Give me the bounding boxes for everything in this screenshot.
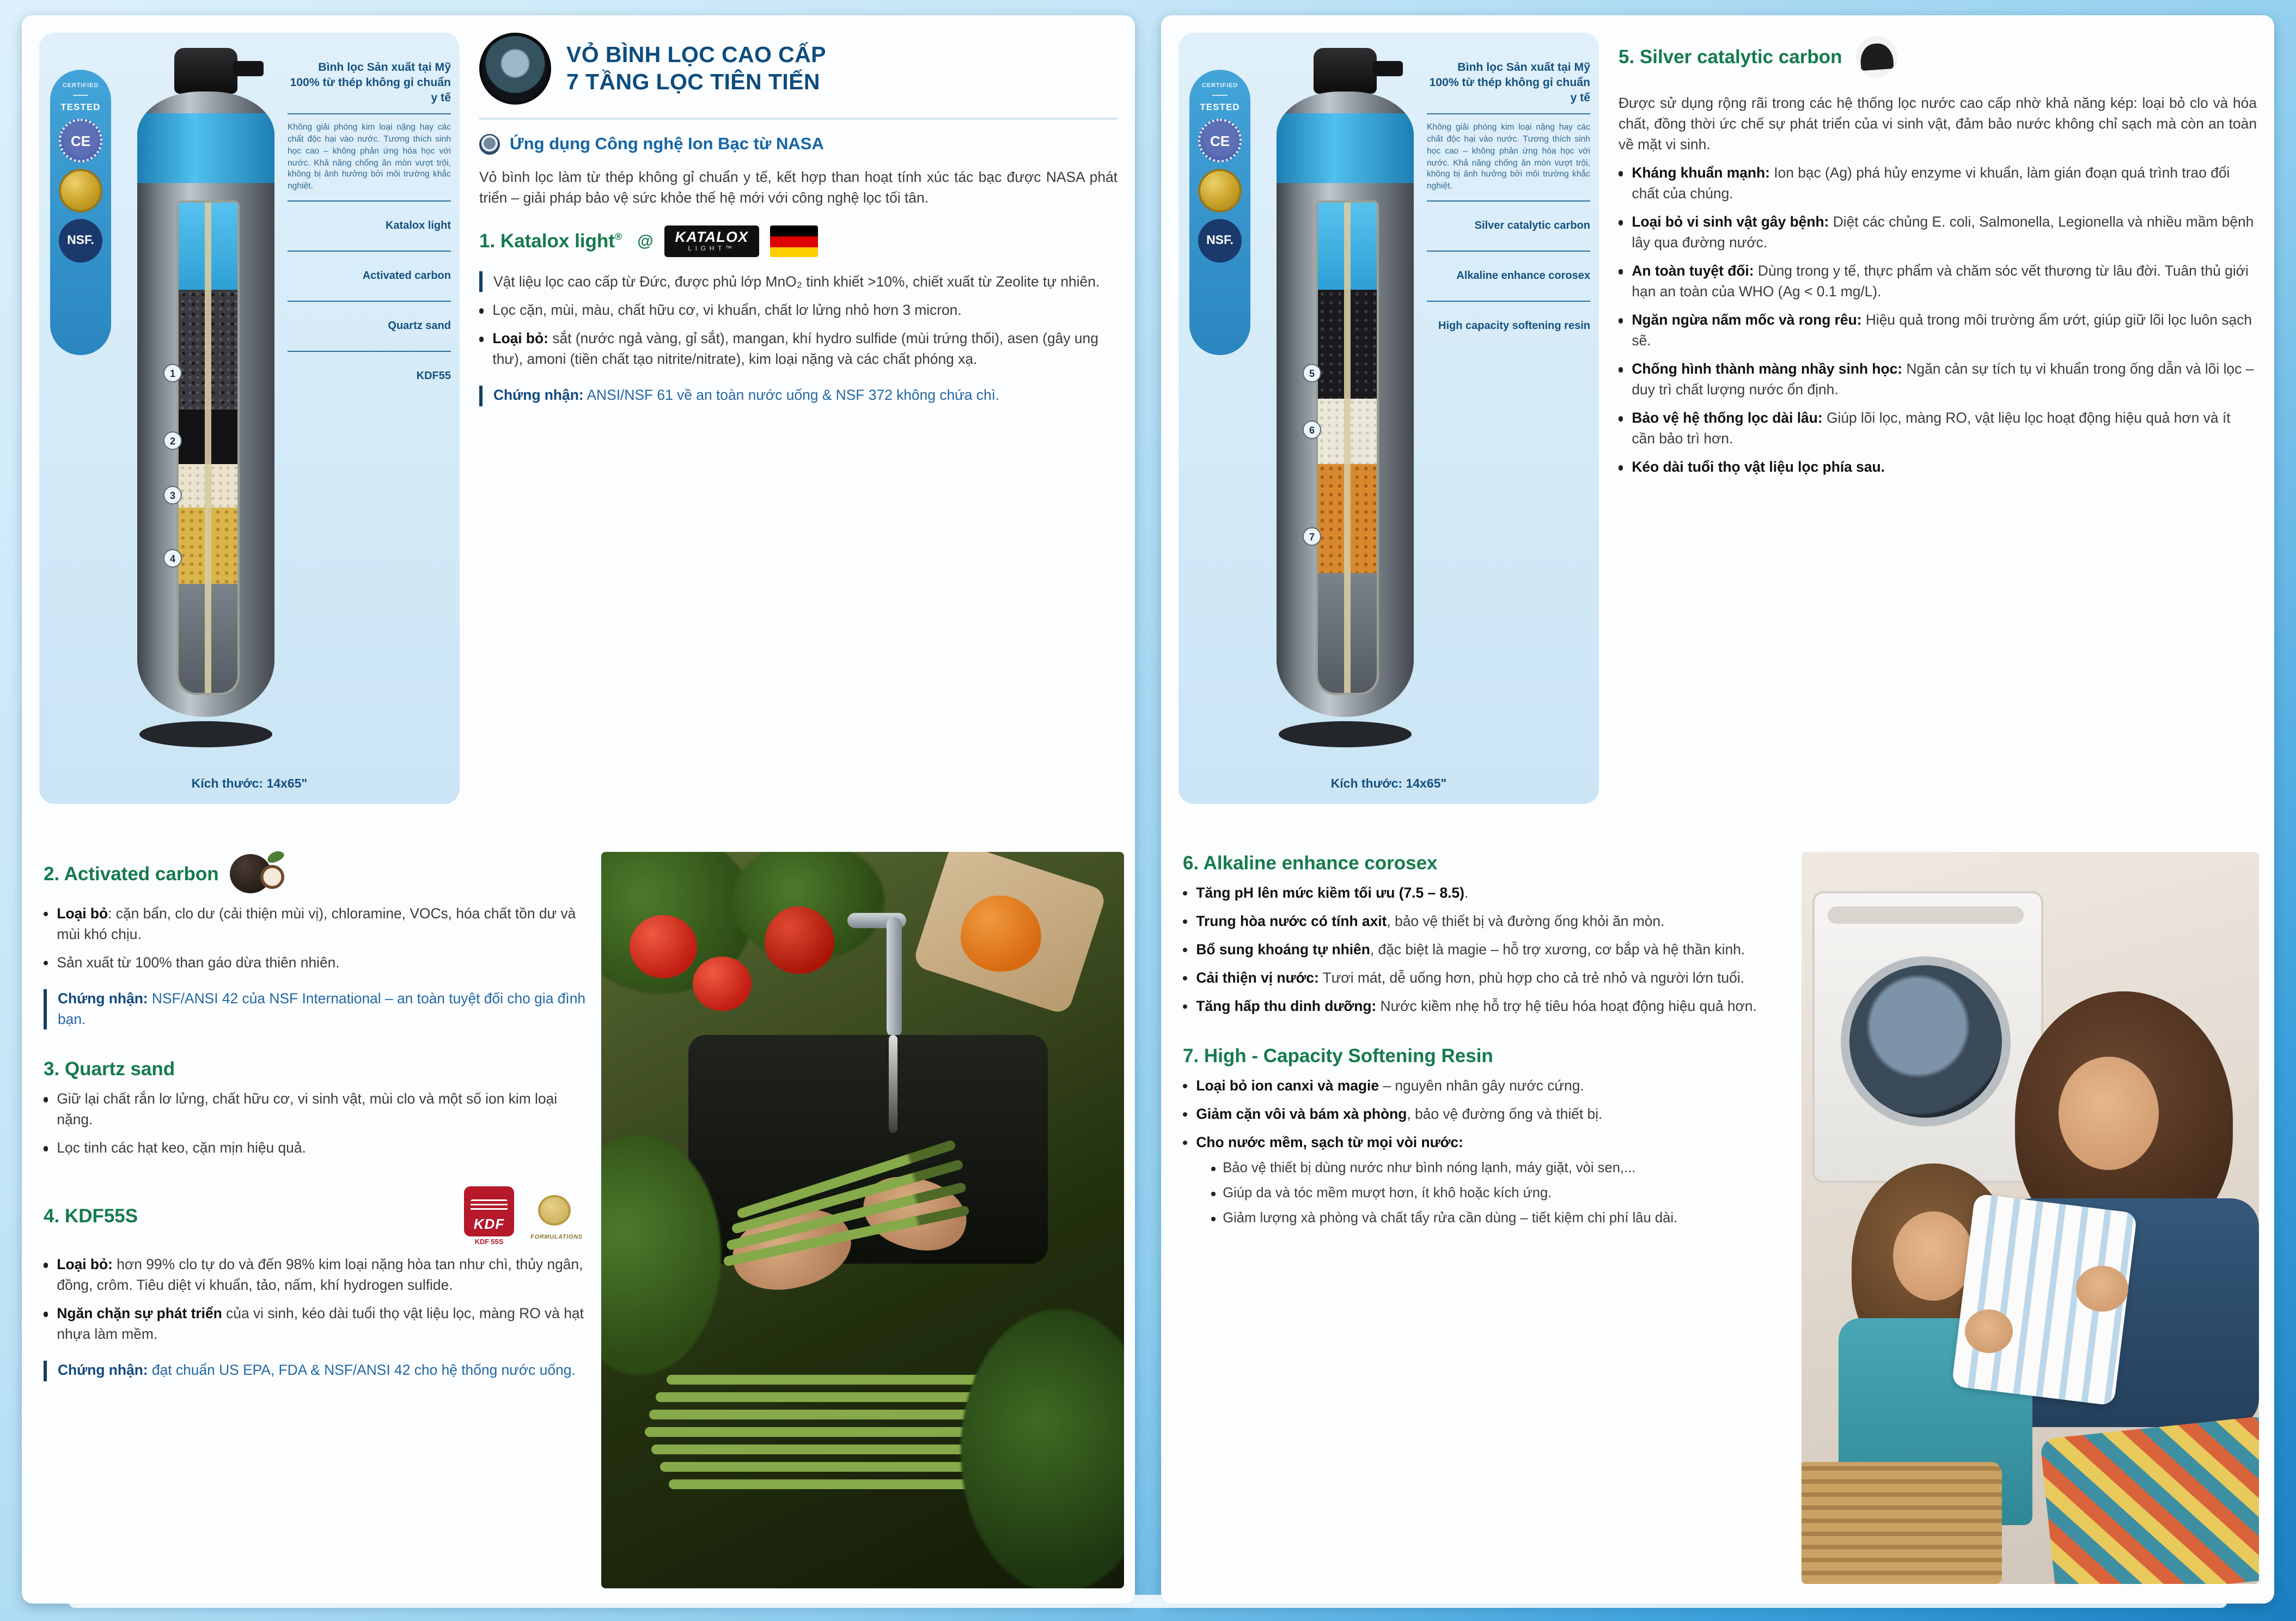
list-item: Giữ lại chất rắn lơ lửng, chất hữu cơ, vi sinh vật, mùi clo và một số ion kim loại nặng. — [44, 1089, 586, 1130]
list-item: Loại bỏ ion canxi và magie – nguyên nhân gây nước cứng. — [1183, 1075, 1808, 1096]
section1-certification: Chứng nhận: ANSI/NSF 61 về an toàn nước uống & NSF 372 không chứa chì. — [479, 386, 1118, 406]
list-item: Bảo vệ thiết bị dùng nước như bình nóng lạnh, máy giặt, vòi sen,... — [1211, 1158, 1808, 1178]
nsf-badge-icon: NSF. — [59, 219, 102, 263]
list-item: Cho nước mềm, sạch từ mọi vòi nước: — [1183, 1132, 1808, 1153]
label-line — [1427, 301, 1590, 302]
katalox-logo-subtext: LIGHT™ — [688, 245, 736, 253]
list-item: Giảm cặn vôi và bám xà phòng, bảo vệ đường ống và thiết bị. — [1183, 1104, 1808, 1124]
tank-body — [137, 92, 274, 717]
left-bottom-sections — [44, 852, 586, 1381]
tank-valve — [233, 61, 264, 76]
title-line2: 7 TẦNG LỌC TIÊN TIẾN — [566, 70, 820, 95]
section6-heading: 6. Alkaline enhance corosex — [1183, 852, 1438, 874]
label-line — [1427, 114, 1590, 115]
tank-label: Silver catalytic carbon — [1474, 220, 1590, 232]
section7-bullets — [1183, 1075, 1808, 1228]
washer-door — [1841, 956, 2011, 1126]
layer-number-chip: 4 — [163, 549, 182, 568]
tank-cap — [1314, 48, 1377, 94]
tomato — [693, 956, 752, 1011]
section3-bullets — [44, 1089, 586, 1159]
certified-label: CERTIFIED — [62, 83, 99, 89]
greens — [961, 1309, 1124, 1588]
tank-title: Bình lọc Sản xuất tại Mỹ 100% từ thép không gỉ chuẩn y tế — [290, 61, 451, 105]
label-line — [1427, 251, 1590, 252]
section5-bullets — [1619, 163, 2257, 478]
section6-heading-row — [1183, 852, 1808, 875]
left-tank-labels — [288, 61, 451, 401]
layer-number-chip: 2 — [163, 431, 182, 450]
list-item: Tăng hấp thu dinh dưỡng: Nước kiềm nhẹ hỗ trợ hệ tiêu hóa hoạt động hiệu quả hơn. — [1183, 996, 1808, 1016]
list-item: Bổ sung khoáng tự nhiên, đặc biệt là magie – hỗ trợ xương, cơ bắp và hệ thần kinh. — [1183, 939, 1808, 960]
mother-face — [2059, 1057, 2159, 1170]
nasa-heading-text: Ứng dụng Công nghệ Ion Bạc từ NASA — [510, 135, 824, 153]
list-item: An toàn tuyệt đối: Dùng trong y tế, thực phẩm và chăm sóc vết thương từ lâu đời. Tuân thủ giới hạn an toàn của WHO (Ag < 0.1 mg/L). — [1619, 261, 2257, 302]
coconut-charcoal-icon — [230, 852, 286, 895]
washer-panel — [1828, 906, 2024, 924]
section2-bullets — [44, 903, 586, 973]
list-item: Loại bỏ vi sinh vật gây bệnh: Diệt các chủng E. coli, Salmonella, Legionella và nhiều mầm bệnh lây qua đường nước. — [1619, 212, 2257, 253]
riser-tube — [205, 203, 211, 693]
tank-label: Quartz sand — [388, 320, 451, 332]
list-item: Ngăn ngừa nấm mốc và rong rêu: Hiệu quả trong môi trường ẩm ướt, giúp giữ lõi lọc luôn sạch sẽ. — [1619, 310, 2257, 351]
label-line — [1427, 200, 1590, 202]
section4-bullets — [44, 1254, 586, 1345]
certified-label: CERTIFIED — [1201, 83, 1238, 89]
tank-size-label: Kích thước: 14x65" — [191, 778, 308, 791]
tank-description: Không giải phóng kim loại nặng hay các chất độc hại vào nước. Tương thích sinh học cao – không phản ứng hóa học với nước. Khả năng chống ăn mòn vượt trội, không bị ảnh hưởng bởi môi trường khắc nghiệt. — [1427, 122, 1590, 191]
carbon-granule-icon — [1853, 33, 1901, 81]
list-item: Kháng khuẩn mạnh: Ion bạc (Ag) phá hủy enzyme vi khuẩn, làm gián đoạn quá trình trao đổi chất của chúng. — [1619, 163, 2257, 204]
section5-intro: Được sử dụng rộng rãi trong các hệ thống lọc nước cao cấp nhờ khả năng kép: loại bỏ clo và hóa chất, đồng thời ức chế sự phát triển của vi sinh vật, đảm bảo nước không chỉ sạch mà còn an toàn về mặt vi sinh. — [1619, 95, 2257, 153]
riser-tube — [1344, 203, 1351, 693]
section7-heading: 7. High - Capacity Softening Resin — [1183, 1045, 1493, 1067]
tank-body — [1277, 92, 1414, 717]
tank-label: Alkaline enhance corosex — [1456, 270, 1590, 282]
katalox-logo-text: KATALOX — [675, 229, 749, 246]
filter-tank-illustration-left — [124, 39, 288, 749]
tank-blue-band — [137, 113, 274, 183]
list-item: Loại bỏ: sắt (nước ngả vàng, gỉ sắt), mangan, khí hydro sulfide (mùi trứng thối), asen (gây ung thư), amoni (tiền chất tạo nitrite/nitrate), kim loại nặng và các chất phóng xạ. — [479, 328, 1118, 370]
list-item: Tăng pH lên mức kiềm tối ưu (7.5 – 8.5). — [1183, 882, 1808, 903]
tested-label: TESTED — [60, 101, 101, 112]
tested-label: TESTED — [1200, 101, 1240, 112]
katalox-light-logo — [664, 226, 760, 257]
left-info-column — [479, 33, 1118, 406]
section5-heading: 5. Silver catalytic carbon — [1619, 45, 1842, 67]
section4-certification: Chứng nhận: đạt chuẩn US EPA, FDA & NSF/ANSI 42 cho hệ thống nước uống. — [44, 1361, 586, 1381]
list-item: Ngăn chặn sự phát triển của vi sinh, kéo dài tuổi thọ vật liệu lọc, màng RO và hạt nhựa làm mềm. — [44, 1303, 586, 1345]
section1-bullets — [479, 300, 1118, 370]
section2-certification: Chứng nhận: NSF/ANSI 42 của NSF International – an toàn tuyệt đối cho gia đình bạn. — [44, 989, 586, 1030]
section6-bullets — [1183, 882, 1808, 1016]
section7-heading-row — [1183, 1045, 1808, 1068]
layer-number-chip: 6 — [1303, 421, 1321, 439]
section3-heading: 3. Quartz sand — [44, 1058, 175, 1080]
tank-base — [139, 721, 272, 747]
section1-quote: Vật liệu lọc cao cấp từ Đức, được phủ lớp MnO₂ tinh khiết >10%, chiết xuất từ Zeolite tự nhiên. — [479, 272, 1118, 292]
bottom-highlight-strip — [69, 1595, 2227, 1608]
katalox-at-glyph: @ — [637, 232, 654, 251]
section4-heading-row — [44, 1187, 586, 1247]
list-item: Lọc tinh các hạt keo, cặn mịn hiệu quả. — [44, 1138, 586, 1159]
label-line — [288, 251, 451, 252]
tank-size-label: Kích thước: 14x65" — [1330, 778, 1447, 791]
germany-flag-icon — [770, 226, 818, 258]
list-item: Giúp da và tóc mềm mượt hơn, ít khô hoặc kích ứng. — [1211, 1183, 1808, 1203]
left-page — [22, 15, 1135, 1604]
right-bottom-sections — [1183, 852, 1808, 1228]
list-item: Kéo dài tuổi thọ vật liệu lọc phía sau. — [1619, 457, 2257, 478]
tank-base — [1279, 721, 1412, 747]
left-tank-panel — [39, 33, 460, 804]
gold-seal-icon — [1198, 169, 1242, 212]
nasa-spinoff-logo-icon — [479, 33, 551, 105]
vegetable-washing-photo — [601, 852, 1124, 1588]
right-info-column — [1619, 33, 2257, 478]
section4-heading: 4. KDF55S — [44, 1205, 138, 1227]
label-line — [288, 200, 451, 202]
title-line1: VỎ BÌNH LỌC CAO CẤP — [566, 42, 826, 68]
mother-daughter-laundry-photo — [1802, 852, 2259, 1584]
section1-heading-row — [479, 226, 1118, 258]
label-line — [288, 351, 451, 352]
tank-label: Katalox light — [385, 220, 451, 232]
section1-heading: 1. Katalox light® — [479, 230, 622, 252]
list-item: Bảo vệ hệ thống lọc dài lâu: Giúp lõi lọc, màng RO, vật liệu lọc hoạt động hiệu quả hơn và ít cần bảo trì hơn. — [1619, 408, 2257, 449]
intro-paragraph: Vỏ bình lọc làm từ thép không gỉ chuẩn y tế, kết hợp than hoạt tính xúc tác bạc được NASA phát triển – giải pháp bảo vệ sức khỏe thế hệ mới với công nghệ lọc tối tân. — [479, 169, 1118, 206]
kdf-logo-caption: KDF 55S — [474, 1239, 504, 1247]
wicker-basket — [1802, 1462, 2002, 1584]
tank-blue-band — [1277, 113, 1414, 183]
tank-description: Không giải phóng kim loại nặng hay các chất độc hại vào nước. Tương thích sinh học cao – không phản ứng hóa học với nước. Khả năng chống ăn mòn vượt trội, không bị ảnh hưởng bởi môi trường khắc nghiệt. — [288, 122, 451, 191]
nsf-badge-icon: NSF. — [1198, 219, 1242, 263]
ce-mark-icon: CE — [1198, 119, 1242, 162]
list-item: Loại bỏ: cặn bẩn, clo dư (cải thiện mùi vị), chloramine, VOCs, hóa chất tồn dư và mùi khó chịu. — [44, 903, 586, 944]
tank-label: High capacity softening resin — [1438, 320, 1590, 332]
layer-number-chip: 3 — [163, 486, 182, 504]
tank-valve — [1372, 61, 1403, 76]
certification-badge — [50, 70, 111, 355]
silver-ion-icon — [479, 134, 500, 155]
faucet — [887, 917, 902, 1037]
badge-divider — [1212, 95, 1228, 96]
gold-seal-icon — [59, 169, 102, 212]
layer-number-chip: 7 — [1303, 527, 1321, 546]
certification-badge — [1189, 70, 1250, 355]
section2-heading-row — [44, 852, 586, 895]
right-tank-labels — [1427, 61, 1590, 351]
tank-label: KDF55 — [416, 370, 451, 382]
tomato — [630, 915, 697, 978]
right-tank-panel — [1178, 33, 1599, 804]
layer-number-chip: 5 — [1303, 364, 1321, 382]
tank-label: Activated carbon — [362, 270, 451, 282]
list-item: Trung hòa nước có tính axit, bảo vệ thiết bị và đường ống khỏi ăn mòn. — [1183, 911, 1808, 931]
mother-hand — [2076, 1266, 2128, 1312]
list-item: Sản xuất từ 100% than gáo dừa thiên nhiên. — [44, 952, 586, 973]
section3-heading-row — [44, 1058, 586, 1081]
label-line — [288, 301, 451, 302]
list-item: Cải thiện vị nước: Tươi mát, dễ uống hơn, phù hợp cho cả trẻ nhỏ và người lớn tuổi. — [1183, 967, 1808, 988]
badge-divider — [73, 95, 88, 96]
list-item: Giảm lượng xà phòng và chất tẩy rửa cần dùng – tiết kiệm chi phí lâu dài. — [1211, 1209, 1808, 1228]
filter-tank-illustration-right — [1263, 39, 1427, 749]
registered-mark: ® — [614, 231, 622, 242]
list-item: Loại bỏ: hơn 99% clo tự do và đến 98% kim loại nặng hòa tan như chì, thủy ngân, đồng, crôm. Tiêu diệt vi khuẩn, tảo, nấm, khí hydrogen sulfide. — [44, 1254, 586, 1296]
girl-hand — [1965, 1309, 2013, 1353]
water-stream — [889, 1035, 897, 1133]
section7-sub-bullets — [1211, 1158, 1808, 1228]
formulations-seal: FORMULATIONS — [527, 1193, 586, 1241]
right-page — [1161, 15, 2274, 1604]
label-line — [288, 114, 451, 115]
page-title — [566, 41, 826, 96]
section2-heading: 2. Activated carbon — [44, 862, 219, 884]
nasa-heading — [479, 134, 1118, 155]
tank-cap — [174, 48, 237, 94]
kdf-logo: KDF KDF 55S — [462, 1187, 516, 1247]
layer-number-chip: 1 — [163, 364, 182, 382]
tank-cutaway-left — [176, 200, 240, 695]
header — [479, 33, 1118, 120]
list-item: Lọc cặn, mùi, màu, chất hữu cơ, vi khuẩn, chất lơ lửng nhỏ hơn 3 micron. — [479, 300, 1118, 321]
kdf-waves-icon — [471, 1200, 508, 1213]
gold-wreath-icon — [538, 1195, 571, 1226]
tank-cutaway-right — [1316, 200, 1379, 695]
girl-face — [1893, 1211, 1974, 1301]
striped-fabric — [2039, 1416, 2259, 1584]
list-item: Chống hình thành màng nhầy sinh học: Ngăn cản sự tích tụ vi khuẩn trong ống dẫn và lõi lọc – duy trì chất lượng nước ổn định. — [1619, 359, 2257, 400]
tank-title: Bình lọc Sản xuất tại Mỹ 100% từ thép không gỉ chuẩn y tế — [1429, 61, 1590, 105]
section5-heading-row — [1619, 33, 2257, 81]
ce-mark-icon: CE — [59, 119, 102, 162]
